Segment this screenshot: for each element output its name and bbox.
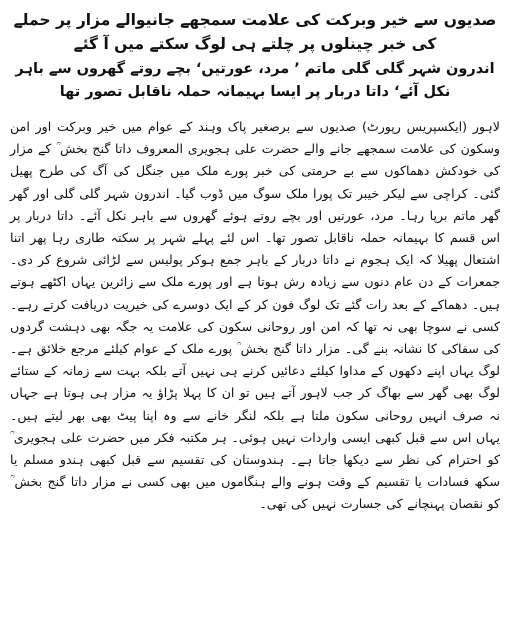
headline: صدیوں سے خیر وبرکت کی علامت سمجھے جانیوالے مزار پر حملے کی خبر چینلوں پر چلتے ہی لوگ سکتے میں آ گئے (13, 11, 497, 53)
sub-headline: اندرون شہر گلی گلی ماتم ’ مرد، عورتیں‘ بچے روتے گھروں سے باہر نکل آئے‘ داتا دربار پر ایسا بہیمانہ حملہ ناقابل تصور تھا (15, 61, 495, 100)
article-body: لاہور (ایکسپریس رپورٹ) صدیوں سے برصغیر پاک وہند کے عوام میں خیر وبرکت اور امن وسکون کی علامت سمجھے جانے والے حضرت علی ہجویری المعروف داتا گنج بخش ؒ کے مزار کی خودکش دھماکوں سے بے حرمتی کی خبر پورے ملک میں جنگل کی آگ کی طرح پھیل گئی۔ کراچی سے لیکر خیبر تک پورا ملک سوگ میں ڈوب گیا۔ اندرون شہر گلی گلی اور گھر گھر ماتم برپا رہا۔ مرد، عورتیں اور بچے روتے ہوئے گھروں سے باہر نکل آئے۔ داتا دربار پر اس قسم کا بہیمانہ حملہ ناقابل تصور تھا۔ اس لئے پہلے شہر پر سکتہ طاری رہا پھر اتنا اشتعال پھیلا کہ ایک ہجوم نے داتا دربار کے باہر جمع ہوکر پولیس سے لڑائی شروع کر دی۔ جمعرات کے دن عام دنوں سے زیادہ رش ہوتا ہے اور پورے ملک سے زائرین یہاں اکٹھے ہوتے ہیں۔ دھماکے کے بعد رات گئے تک لوگ فون کر کے ایک دوسرے کی خیریت دریافت کرتے رہے۔ کسی نے سوچا بھی نہ تھا کہ امن اور روحانی سکون کی علامت یہ جگہ بھی دہشت گردوں کی سفاکی کا نشانہ بنے گی۔ مزار داتا گنج بخش ؒ پورے ملک کے عوام کیلئے مرجع خلائق ہے۔ لوگ یہاں اپنے دکھوں کے مداوا کیلئے دعائیں کرنے ہی نہیں آتے بلکہ بہت سے زمانہ کے ستائے لوگ بھی گھر سے بھاگ کر جب لاہور آتے ہیں تو ان کا پہلا پڑاؤ یہ مزار ہی ہوتا ہے جہاں نہ صرف انہیں روحانی سکون ملتا ہے بلکہ لنگر خانے سے وہ اپنا پیٹ بھی بھر لیتے ہیں۔ یہاں اس سے قبل کبھی ایسی واردات نہیں ہوئی۔ ہر مکتبہ فکر میں حضرت علی ہجویری ؒ کو احترام کی نظر سے دیکھا جاتا ہے۔ ہندوستان کی تقسیم سے قبل کبھی ہندو مسلم یا سکھ فسادات یا تقسیم کے وقت ہونے والے ہنگاموں میں بھی کسی نے مزار داتا گنج بخش ؒ کو نقصان پہنچانے کی جسارت نہیں کی تھی۔ (10, 119, 500, 512)
